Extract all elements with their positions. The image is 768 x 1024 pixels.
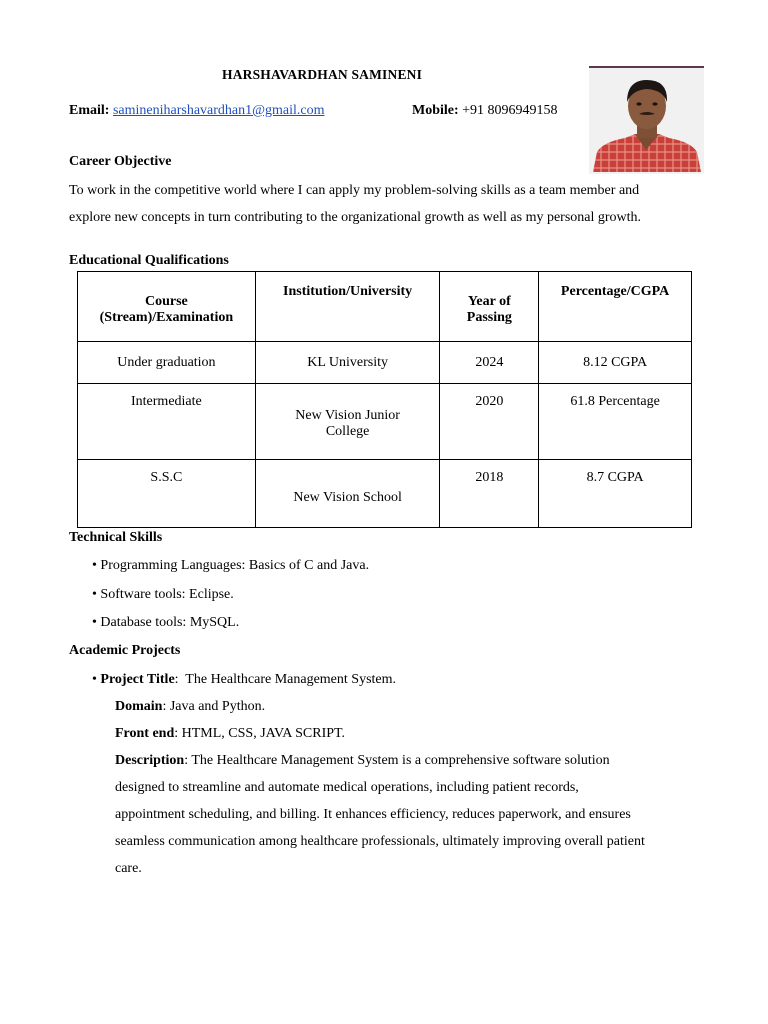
bullet: •	[92, 672, 97, 687]
profile-photo	[589, 66, 704, 174]
project-title-label: Project Title	[100, 672, 175, 687]
mobile-line	[412, 103, 558, 119]
row-score: 8.12 CGPA	[539, 342, 692, 384]
row-institution: New Vision Junior College	[255, 384, 440, 460]
list-item: • Software tools: Eclipse.	[92, 587, 234, 602]
education-heading: Educational Qualifications	[69, 253, 229, 268]
course-header: Course (Stream)/Examination	[78, 272, 256, 342]
academic-projects-heading: Academic Projects	[69, 643, 181, 658]
row-course: Under graduation	[78, 342, 256, 384]
year-header: Year of Passing	[440, 272, 539, 342]
row-score: 8.7 CGPA	[539, 460, 692, 528]
education-table	[77, 271, 692, 528]
technical-skills-heading: Technical Skills	[69, 530, 163, 545]
row-institution: KL University	[255, 342, 440, 384]
table-row	[78, 342, 692, 384]
career-objective-heading: Career Objective	[69, 154, 172, 169]
career-line-1: To work in the competitive world where I can apply my problem-solving skills as a team member and	[69, 183, 640, 198]
table-row	[78, 384, 692, 460]
project-title-value: : The Healthcare Management System.	[174, 672, 397, 687]
row-course: S.S.C	[78, 460, 256, 528]
row-year: 2018	[440, 460, 539, 528]
person-photo-icon	[589, 68, 704, 172]
table-row	[78, 460, 692, 528]
row-course: Intermediate	[78, 384, 256, 460]
row-year: 2020	[440, 384, 539, 460]
row-score: 61.8 Percentage	[539, 384, 692, 460]
mobile-label: Mobile:	[412, 103, 459, 118]
career-objective-text	[69, 177, 709, 231]
list-item: • Database tools: MySQL.	[92, 615, 240, 630]
project-details	[115, 693, 715, 882]
project-description: Description: The Healthcare Management System is a comprehensive software solution designed to streamline and automate medical operations, including patient records, appointment scheduling, and billing. It enhances efficiency, reduces paperwork, and ensures seamless communication among healthcare professionals, ultimately improving overall patient care.	[115, 753, 645, 876]
institution-header: Institution/University	[255, 272, 440, 342]
email-label: Email:	[69, 103, 110, 118]
mobile-number: +91 8096949158	[462, 103, 558, 118]
list-item: • Programming Languages: Basics of C and Java.	[92, 558, 370, 573]
candidate-name: HARSHAVARDHAN SAMINENI	[222, 67, 423, 82]
project-title-line	[92, 672, 396, 688]
row-year: 2024	[440, 342, 539, 384]
career-line-2: explore new concepts in turn contributing to the organizational growth as well as my personal growth.	[69, 210, 642, 225]
email-line	[69, 103, 325, 119]
row-institution: New Vision School	[255, 460, 440, 528]
email-link[interactable]: samineniharshavardhan1@gmail.com	[112, 103, 325, 118]
table-header-row	[78, 272, 692, 342]
project-domain: Domain: Java and Python.	[115, 699, 266, 714]
percentage-header: Percentage/CGPA	[539, 272, 692, 342]
project-frontend: Front end: HTML, CSS, JAVA SCRIPT.	[115, 726, 346, 741]
